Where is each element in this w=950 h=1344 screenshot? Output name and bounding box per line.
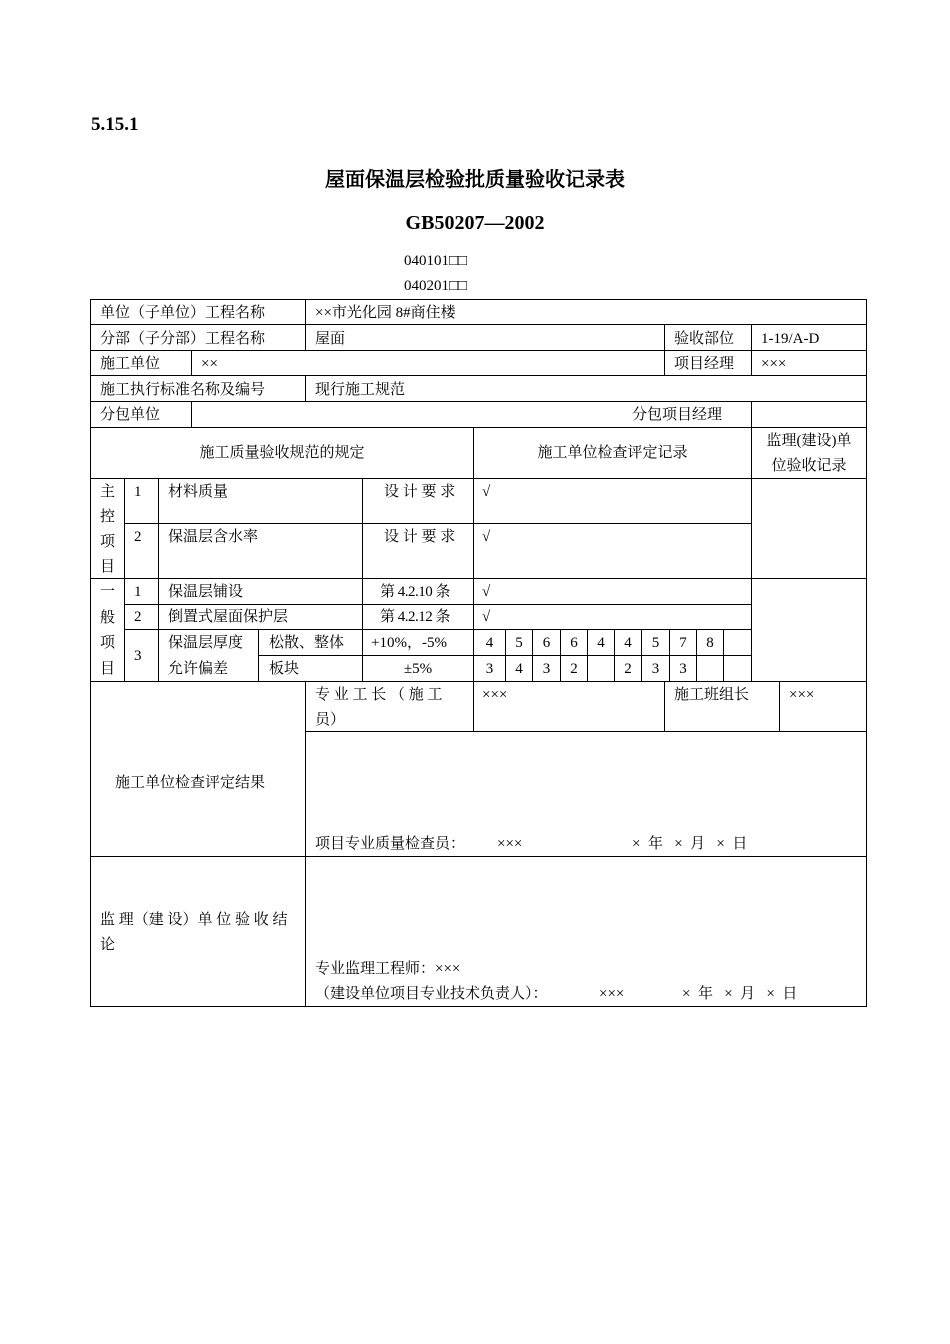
table-border [751,324,752,376]
spec-header: 施工质量验收规范的规定 [199,445,365,461]
unit-project-label: 单位（子单位）工程名称 [100,305,266,321]
block-measure: 4 [515,661,523,677]
general-item-requirement: 第 4.2.12 条 [380,609,451,625]
general-item-record: √ [482,584,491,600]
general-item-record: √ [482,609,491,625]
table-border [124,523,751,524]
subcontractor-label: 分包单位 [100,407,161,423]
table-border [191,401,192,428]
table-border [90,375,866,376]
main-item-no: 2 [134,529,142,545]
table-border [90,324,866,325]
general-items-label-char: 一 [99,584,115,600]
loose-measure: 8 [706,635,714,651]
table-border [90,299,866,300]
loose-measure: 6 [570,635,578,651]
table-border [362,478,363,682]
loose-measure: 5 [651,635,660,651]
block-tolerance: ±5% [403,661,433,677]
loose-measure: 4 [485,635,494,651]
general-item-requirement: 第 4.2.10 条 [380,584,451,600]
general-item-name: 保温层铺设 [168,584,244,600]
block-measure: 2 [570,661,578,677]
table-border [305,731,866,732]
thickness-item-name-1: 保温层厚度 [168,635,244,651]
loose-measure: 7 [679,635,687,651]
table-border [124,478,125,682]
loose-measure: 6 [542,635,551,651]
block-measure: 3 [679,661,687,677]
loose-measure: 4 [597,635,605,651]
table-border [305,375,306,402]
table-border [305,681,306,1007]
table-border [191,350,192,376]
table-border [90,578,866,579]
sub-manager-label: 分包项目经理 [632,407,723,423]
inspector-value: ××× [497,836,523,852]
table-border [90,427,866,428]
acceptance-part-value: 1-19/A-D [761,331,820,347]
standard-code: GB50207—2002 [405,212,545,234]
table-border [90,478,866,479]
table-border [664,681,665,732]
result-date: × 年 × 月 × 日 [632,836,748,852]
general-items-label-char: 目 [99,661,115,677]
table-border [90,1006,866,1007]
main-item-requirement: 设 计 要 求 [384,529,456,545]
general-items-label-char: 般 [99,610,115,626]
general-item-no: 2 [134,609,142,625]
main-item-requirement: 设 计 要 求 [384,484,456,500]
team-leader-label: 施工班组长 [674,687,750,703]
main-items-label-char: 项 [99,534,115,550]
loose-measure: 5 [515,635,523,651]
sub-project-value: 屋面 [315,331,346,347]
general-item-name: 倒置式屋面保护层 [168,609,289,625]
loose-label: 松散、整体 [269,635,345,651]
general-item-no: 1 [134,584,142,600]
table-border [90,856,866,857]
owner-tech-value: ××× [599,986,625,1002]
foreman-label-2: 员） [315,712,346,728]
acceptance-part-label: 验收部位 [674,331,735,347]
table-border [158,478,159,682]
standard-value: 现行施工规范 [315,382,406,398]
inspector-label: 项目专业质量检查员： [315,836,466,852]
standard-label: 施工执行标准名称及编号 [100,382,266,398]
main-item-no: 1 [134,484,142,500]
project-manager-label: 项目经理 [674,356,735,372]
table-border [90,401,866,402]
section-number: 5.15.1 [91,114,139,135]
table-border [124,604,751,605]
main-item-name: 材料质量 [168,484,229,500]
loose-tolerance: +10%，-5% [371,635,447,651]
supervision-label: 监 理（建 设）单 位 验 收 结 论 [100,912,288,953]
block-measure: 3 [542,661,551,677]
table-border [723,629,724,682]
check-record-header: 施工单位检查评定记录 [537,445,688,461]
main-items-label-char: 控 [99,509,115,525]
result-label: 施工单位检查评定结果 [115,775,266,791]
table-border [866,299,867,1007]
table-border [305,299,306,351]
thickness-item-name-2: 允许偏差 [168,661,229,677]
block-measure: 2 [624,661,632,677]
table-border [779,681,780,732]
owner-tech-label: （建设单位项目专业技术负责人）： [315,986,548,1002]
supervision-engineer-label: 专业监理工程师：××× [315,961,461,977]
main-items-label-char: 主 [99,484,115,500]
form-code-1: 040101□□ [404,253,468,269]
sub-project-label: 分部（子分部）工程名称 [100,331,266,347]
foreman-value: ××× [482,687,508,703]
form-title: 屋面保温层检验批质量验收记录表 [325,169,625,191]
unit-project-value: ××市光化园 8#商住楼 [315,305,456,321]
main-items-label-char: 目 [99,559,115,575]
loose-measure: 4 [624,635,632,651]
table-border [90,299,91,1007]
general-items-label-char: 项 [99,635,115,651]
foreman-label-1: 专 业 工 长 （ 施 工 [315,687,443,703]
team-leader-value: ××× [789,687,815,703]
main-item-record: √ [482,529,491,545]
table-border [124,629,751,630]
construction-unit-label: 施工单位 [100,356,161,372]
main-item-record: √ [482,484,491,500]
block-measure: 3 [485,661,494,677]
table-border [90,350,866,351]
thickness-item-no: 3 [134,648,142,664]
table-border [258,629,259,682]
construction-unit-value: ×× [201,356,218,372]
supervision-header-2: 位验收记录 [771,458,847,474]
block-label: 板块 [269,661,300,677]
table-border [90,681,866,682]
table-border [473,427,474,732]
table-border [664,324,665,376]
main-item-name: 保温层含水率 [168,529,259,545]
form-code-2: 040201□□ [404,278,468,294]
block-measure: 3 [651,661,660,677]
supervision-date: × 年 × 月 × 日 [682,986,798,1002]
project-manager-value: ××× [761,356,787,372]
supervision-header-1: 监理(建设)单 [766,433,852,449]
